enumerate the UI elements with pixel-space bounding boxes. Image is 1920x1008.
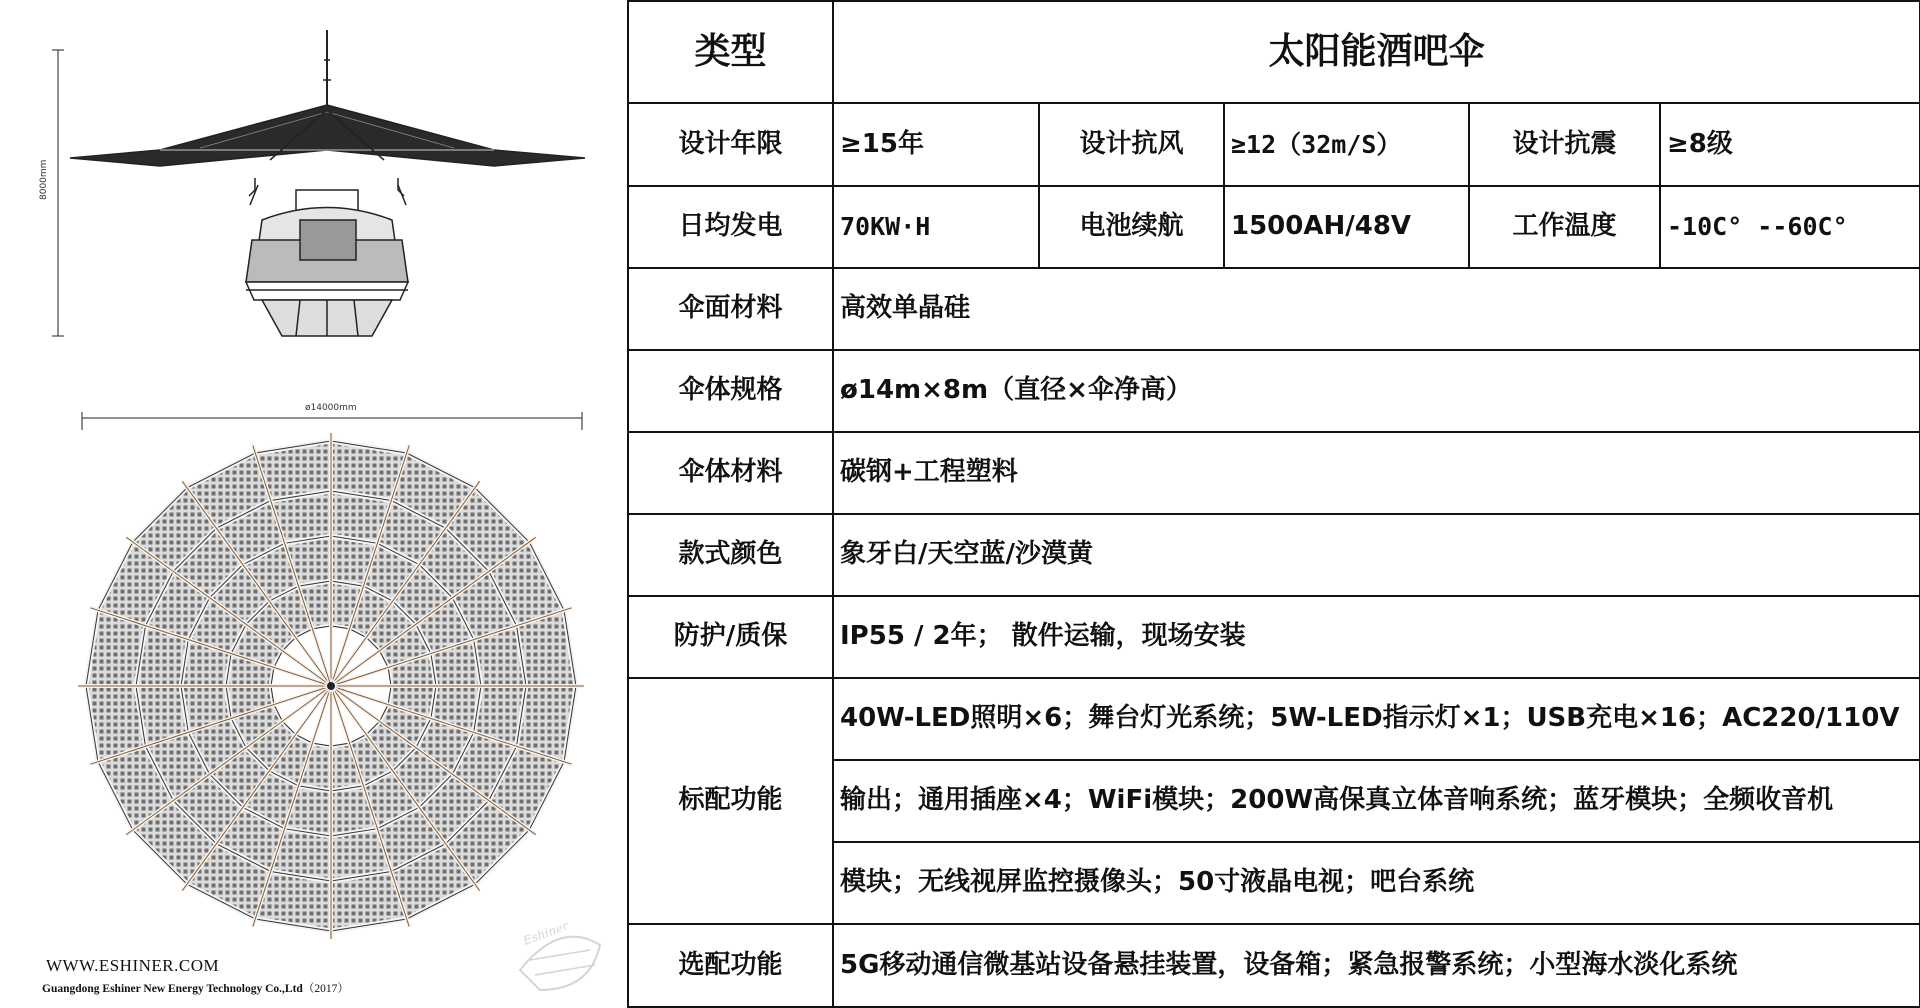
table-row-2	[628, 186, 1920, 268]
body-material-value: 碳钢+工程塑料	[833, 432, 1920, 514]
company-name: Guangdong Eshiner New Energy Technology Co.,Ltd	[42, 983, 303, 995]
spec-label: 伞体规格	[628, 350, 833, 432]
optional-features-value: 5G移动通信微基站设备悬挂装置，设备箱；紧急报警系统；小型海水淡化系统	[833, 924, 1920, 1007]
temperature-value: -10C° --60C°	[1660, 186, 1920, 268]
seismic-label: 设计抗震	[1469, 103, 1660, 186]
table-row-1	[628, 103, 1920, 186]
website-label: WWW.ESHINER.COM	[46, 956, 220, 975]
company-year: （2017）	[302, 983, 349, 995]
plan-view-solar-canopy	[78, 433, 584, 939]
diameter-dimension-label: ø14000mm	[305, 403, 357, 413]
daily-generation-label: 日均发电	[628, 186, 833, 268]
product-drawing-panel	[0, 0, 627, 1006]
protection-label: 防护/质保	[628, 596, 833, 678]
type-label: 类型	[628, 1, 833, 103]
optional-features-label: 选配功能	[628, 924, 833, 1007]
table-row-type	[628, 1, 1920, 103]
color-label: 款式颜色	[628, 514, 833, 596]
type-value: 太阳能酒吧伞	[833, 1, 1920, 103]
umbrella-technical-drawing	[0, 0, 627, 1006]
body-material-label: 伞体材料	[628, 432, 833, 514]
table-row-protection	[628, 596, 1920, 678]
eshiner-watermark-logo	[520, 918, 600, 990]
wind-resistance-value: ≥12（32m/S）	[1224, 103, 1469, 186]
protection-value: IP55 / 2年； 散件运输，现场安装	[833, 596, 1920, 678]
design-life-label: 设计年限	[628, 103, 833, 186]
table-row-spec	[628, 350, 1920, 432]
design-life-value: ≥15年	[833, 103, 1039, 186]
canopy-material-label: 伞面材料	[628, 268, 833, 350]
canopy-material-value: 高效单晶硅	[833, 268, 1920, 350]
table-row-body-material	[628, 432, 1920, 514]
table-row-standard-1	[628, 678, 1920, 760]
standard-features-line-3: 模块；无线视屏监控摄像头；50寸液晶电视；吧台系统	[833, 842, 1920, 924]
standard-features-label: 标配功能	[628, 678, 833, 924]
wind-resistance-label: 设计抗风	[1039, 103, 1224, 186]
color-value: 象牙白/天空蓝/沙漠黄	[833, 514, 1920, 596]
battery-value: 1500AH/48V	[1224, 186, 1469, 268]
seismic-value: ≥8级	[1660, 103, 1920, 186]
company-label	[42, 980, 349, 996]
temperature-label: 工作温度	[1469, 186, 1660, 268]
battery-label: 电池续航	[1039, 186, 1224, 268]
standard-features-line-1: 40W-LED照明×6；舞台灯光系统；5W-LED指示灯×1；USB充电×16；AC220/110V	[833, 678, 1920, 760]
standard-features-line-2: 输出；通用插座×4；WiFi模块；200W高保真立体音响系统；蓝牙模块；全频收音机	[833, 760, 1920, 842]
table-row-optional	[628, 924, 1920, 1007]
diameter-dimension-line	[82, 412, 582, 430]
spec-value: ø14m×8m（直径×伞净高）	[833, 350, 1920, 432]
side-elevation-view	[52, 30, 585, 336]
table-row-canopy-material	[628, 268, 1920, 350]
daily-generation-value: 70KW·H	[833, 186, 1039, 268]
watermark-text: Eshiner	[521, 918, 571, 948]
height-dimension-label: 8000mm	[39, 159, 49, 200]
table-row-color	[628, 514, 1920, 596]
spec-table	[627, 0, 1920, 1008]
